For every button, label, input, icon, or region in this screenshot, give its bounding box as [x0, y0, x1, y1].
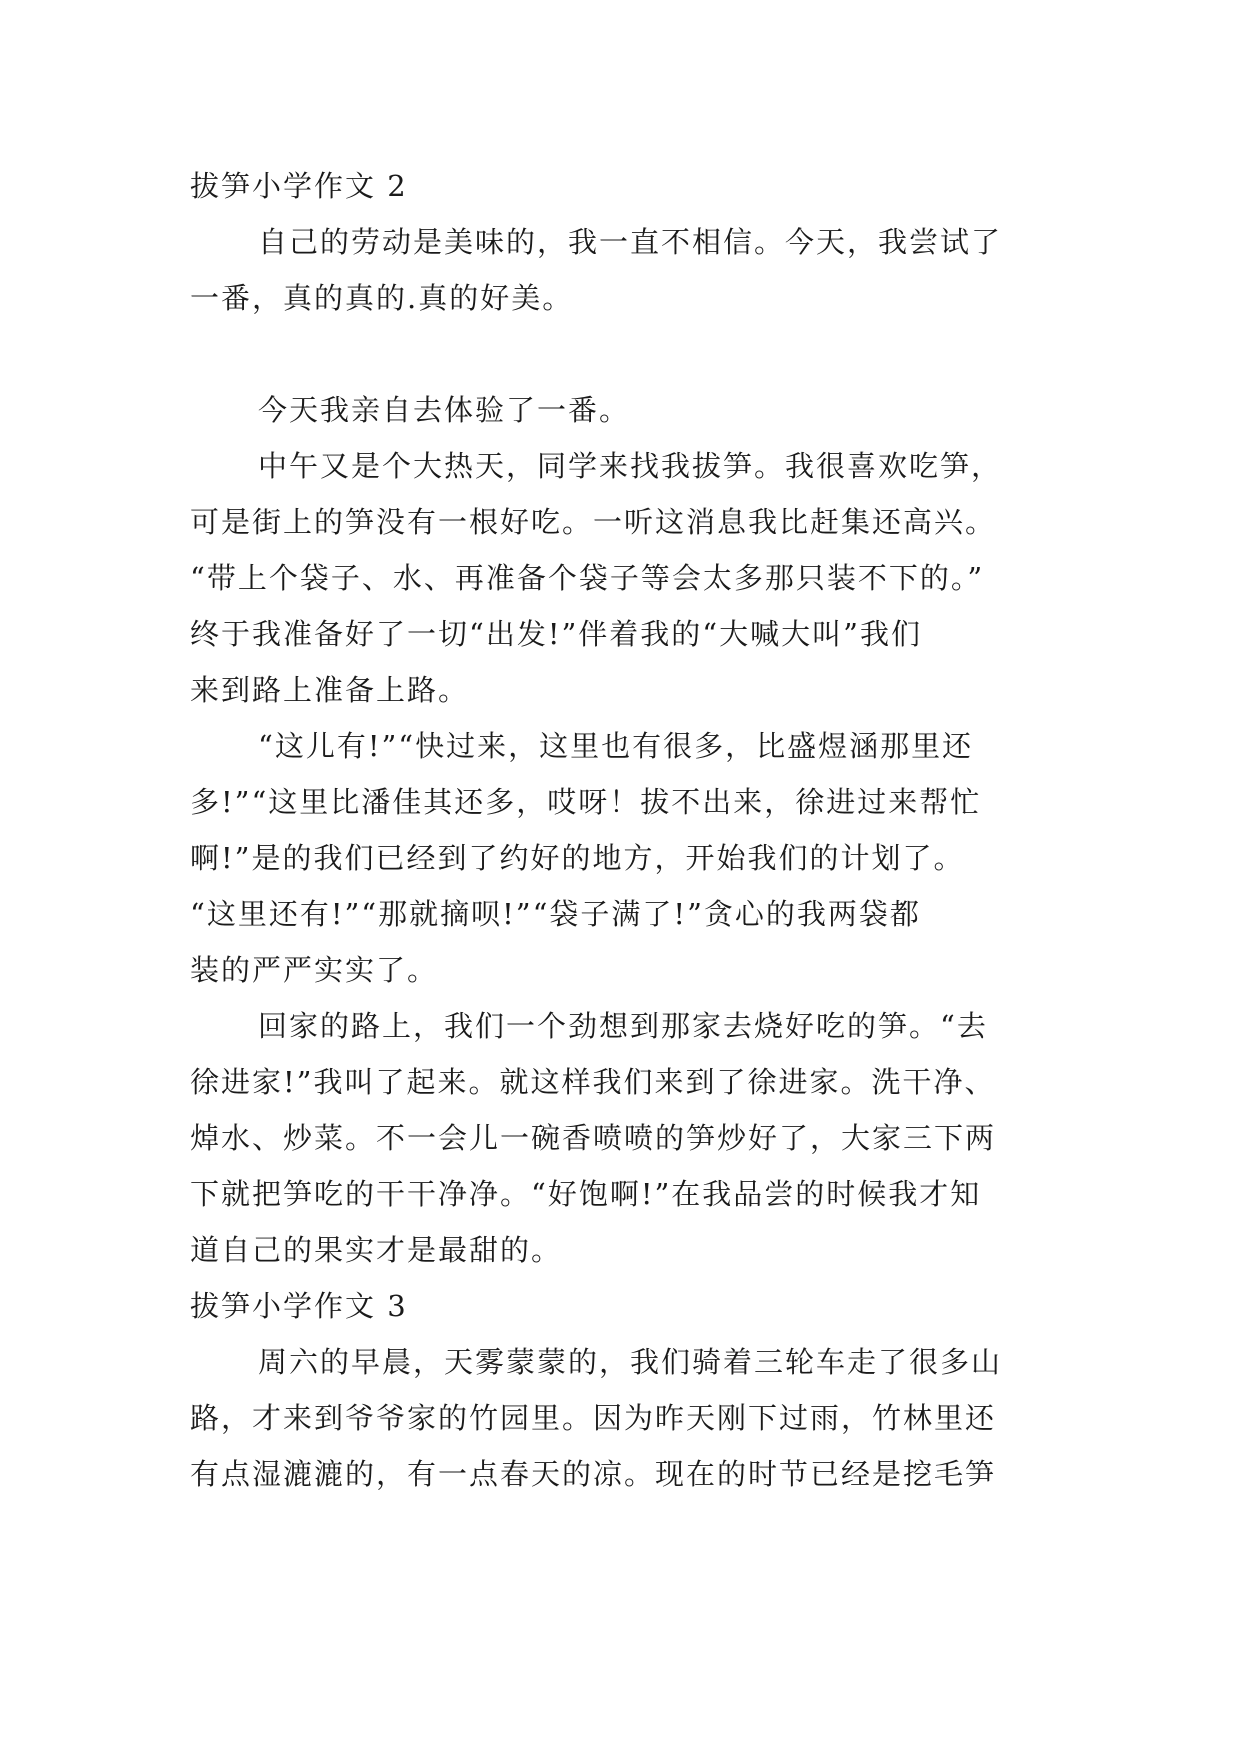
- paragraph-line: 多!”“这里比潘佳其还多，哎呀！拔不出来，徐进过来帮忙: [190, 785, 982, 819]
- paragraph-line: “这里还有!”“那就摘呗!”“袋子满了!”贪心的我两袋都: [190, 897, 921, 931]
- paragraph-line: 道自己的果实才是最甜的。: [190, 1233, 563, 1267]
- essay-title-3: 拔笋小学作文 3: [190, 1289, 408, 1323]
- paragraph-line: 终于我准备好了一切“出发!”伴着我的“大喊大叫”我们: [190, 617, 922, 651]
- paragraph-line: 装的严严实实了。: [190, 953, 439, 987]
- paragraph-line: 啊!”是的我们已经到了约好的地方，开始我们的计划了。: [190, 841, 965, 875]
- paragraph-line: 回家的路上，我们一个劲想到那家去烧好吃的笋。“去: [258, 1009, 988, 1043]
- paragraph-line: 可是街上的笋没有一根好吃。一听这消息我比赶集还高兴。: [190, 505, 997, 539]
- paragraph-line: “这儿有!”“快过来，这里也有很多，比盛煜涵那里还: [258, 729, 974, 763]
- paragraph-line: 一番，真的真的.真的好美。: [190, 281, 574, 315]
- essay-title-2: 拔笋小学作文 2: [190, 169, 408, 203]
- paragraph-line: 今天我亲自去体验了一番。: [258, 393, 631, 427]
- paragraph-line: “带上个袋子、水、再准备个袋子等会太多那只装不下的。”: [190, 561, 985, 595]
- paragraph-line: 路，才来到爷爷家的竹园里。因为昨天刚下过雨，竹林里还: [190, 1401, 997, 1435]
- document-page: [190, 158, 1070, 1502]
- paragraph-line: 有点湿漉漉的，有一点春天的凉。现在的时节已经是挖毛笋: [190, 1457, 997, 1491]
- paragraph-line: 焯水、炒菜。不一会儿一碗香喷喷的笋炒好了，大家三下两: [190, 1121, 997, 1155]
- paragraph-line: 自己的劳动是美味的，我一直不相信。今天，我尝试了: [258, 225, 1003, 259]
- paragraph-line: 来到路上准备上路。: [190, 673, 470, 707]
- paragraph-line: 周六的早晨，天雾蒙蒙的，我们骑着三轮车走了很多山: [258, 1345, 1003, 1379]
- paragraph-line: 中午又是个大热天，同学来找我拔笋。我很喜欢吃笋，: [258, 449, 1003, 483]
- paragraph-line: 下就把笋吃的干干净净。“好饱啊!”在我品尝的时候我才知: [190, 1177, 982, 1211]
- paragraph-line: 徐进家!”我叫了起来。就这样我们来到了徐进家。洗干净、: [190, 1065, 996, 1099]
- blank-line: [190, 326, 1070, 382]
